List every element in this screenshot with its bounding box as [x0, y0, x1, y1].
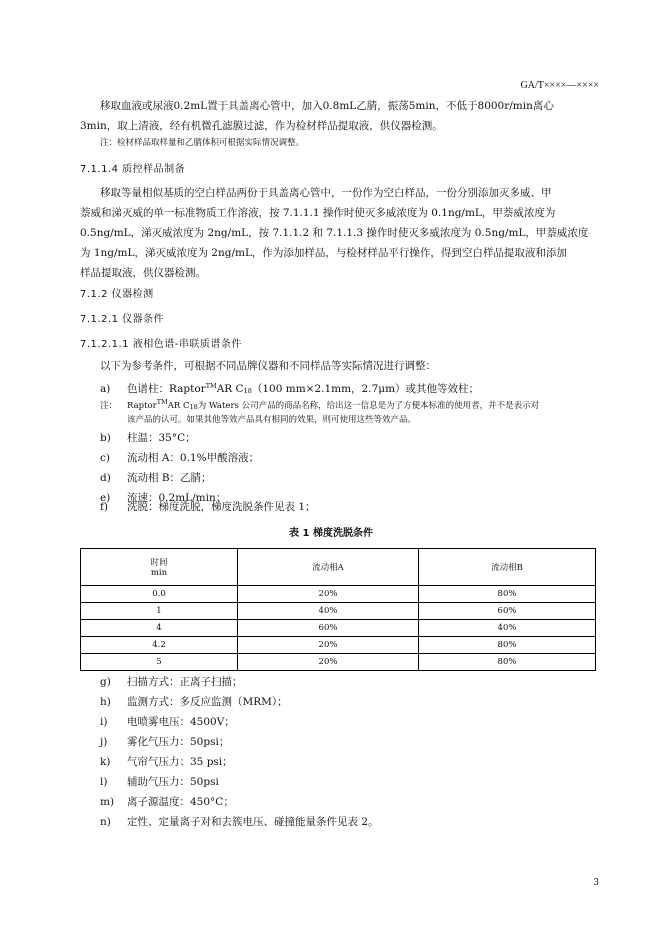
condition-item-k: [100, 752, 233, 772]
phase-a-cell: 20%: [238, 586, 419, 603]
condition-item-j: [100, 732, 229, 752]
phase-a-cell: 40%: [238, 603, 419, 620]
time-header-unit: min: [150, 568, 168, 578]
condition-item-f: [100, 497, 316, 517]
table-header-row: [81, 549, 596, 586]
intro-line-2: 3min，取上清液，经有机微孔滤膜过滤，作为检材样品提取液，供仪器检测。: [80, 120, 443, 132]
s7114-line-2: 萘威和涕灭威的单一标准物质工作溶液，按 7.1.1.1 操作时使灭多威浓度为 0.1ng/mL，甲萘威浓度为: [80, 207, 556, 219]
item-label: l): [100, 776, 108, 788]
table-row: [81, 586, 596, 603]
time-header-label: 时间: [150, 558, 168, 568]
item-text: 监测方式：多反应监测（MRM）；: [127, 696, 288, 708]
table-1-caption: 表 1 梯度洗脱条件: [289, 528, 373, 539]
time-cell: 1: [81, 603, 238, 620]
item-text: 电喷雾电压：4500V；: [127, 716, 235, 728]
item-label: b): [100, 432, 111, 444]
condition-item-c: [100, 448, 259, 468]
mobile-phase-b-header: 流动相B: [419, 549, 596, 586]
column-model: AR C: [216, 383, 244, 395]
condition-item-h: [100, 692, 288, 712]
item-label: n): [100, 816, 111, 828]
condition-item-m: [100, 792, 234, 812]
item-text: 柱温：35°C；: [127, 432, 196, 444]
table-row: [81, 620, 596, 637]
item-label: j): [100, 736, 108, 748]
time-column-header: [81, 549, 238, 586]
note-model: AR C: [167, 401, 190, 411]
item-text: 辅助气压力：50psi: [127, 776, 219, 788]
s7114-line-4: 为 1ng/mL，涕灭威浓度为 2ng/mL，作为添加样品，与检材样品平行操作，得到空白样品提取液和添加: [80, 247, 567, 259]
s7114-line-3: 0.5ng/mL，涕灭威浓度为 2ng/mL，按 7.1.1.2 和 7.1.1.3 操作时使灭多威浓度为 0.5ng/mL，甲萘威浓度: [80, 227, 589, 239]
item-text: 雾化气压力：50psi；: [127, 736, 230, 748]
table-row: [81, 603, 596, 620]
item-label: g): [100, 676, 111, 688]
intro-note: 注：检材样品取样量和乙腈体积可根据实际情况调整。: [100, 138, 305, 148]
phase-b-cell: 80%: [419, 654, 596, 671]
phase-b-cell: 40%: [419, 620, 596, 637]
mobile-phase-a-header: 流动相A: [238, 549, 419, 586]
item-text: 气帘气压力：35 psi；: [127, 756, 233, 768]
item-label: e): [100, 492, 111, 504]
condition-item-l: [100, 772, 219, 792]
intro-line-1: 移取血液或尿液0.2mL置于具盖离心管中，加入0.8mL乙腈，振荡5min，不低于8000r/min离心: [100, 100, 554, 112]
condition-item-g: [100, 672, 243, 692]
section-7-1-1-4-heading: 7.1.1.4 质控样品制备: [80, 164, 186, 175]
condition-item-b: [100, 428, 196, 448]
item-text: 离子源温度：450°C；: [127, 796, 234, 808]
column-spec: （100 mm×2.1mm，2.7μm）或其他等效柱；: [251, 383, 480, 395]
condition-item-i: [100, 712, 235, 732]
gradient-elution-table: [80, 548, 596, 671]
note-text: 为 Waters 公司产品的商品名称，给出这一信息是为了方便本标准的使用者，并不是表示对: [197, 401, 540, 411]
note-trademark: TM: [156, 398, 168, 406]
section-7-1-2-1-heading: 7.1.2.1 仪器条件: [80, 314, 165, 325]
column-note-line-2: 该产品的认可。如果其他等效产品具有相同的效果，则可使用这些等效产品。: [127, 415, 417, 425]
note-prefix: Raptor: [127, 401, 157, 411]
condition-item-n: [100, 812, 379, 832]
phase-b-cell: 60%: [419, 603, 596, 620]
time-cell: 5: [81, 654, 238, 671]
item-label: c): [100, 452, 110, 464]
item-label: k): [100, 756, 111, 768]
note-subscript: 18: [189, 403, 198, 411]
item-label: f): [100, 501, 108, 513]
item-text: 流动相 B：乙腈；: [127, 472, 212, 484]
trademark-mark: TM: [205, 382, 217, 390]
item-label: d): [100, 472, 111, 484]
s7114-line-5: 样品提取液，供仪器检测。: [80, 267, 206, 279]
item-text: 定性、定量离子对和去簇电压、碰撞能量条件见表 2。: [127, 816, 379, 828]
column-prefix: 色谱柱：Raptor: [127, 383, 206, 395]
item-text: 扫描方式：正离子扫描；: [127, 676, 243, 688]
s7114-line-1: 移取等量相似基质的空白样品两份于具盖离心管中，一份作为空白样品，一份分别添加灭多威、甲: [100, 187, 552, 199]
section-7-1-2-heading: 7.1.2 仪器检测: [80, 289, 154, 300]
item-label: i): [100, 716, 108, 728]
time-cell: 0.0: [81, 586, 238, 603]
phase-b-cell: 80%: [419, 637, 596, 654]
phase-b-cell: 80%: [419, 586, 596, 603]
time-cell: 4: [81, 620, 238, 637]
item-label: a): [100, 383, 111, 395]
header-document-code: GA/T××××—××××: [520, 80, 599, 91]
condition-item-d: [100, 468, 212, 488]
table-row: [81, 654, 596, 671]
phase-a-cell: 20%: [238, 654, 419, 671]
conditions-intro: 以下为参考条件，可根据不同品牌仪器和不同样品等实际情况进行调整：: [100, 360, 436, 372]
item-text: 流动相 A：0.1%甲酸溶液；: [127, 452, 260, 464]
phase-a-cell: 60%: [238, 620, 419, 637]
page-number: 3: [593, 878, 599, 888]
time-cell: 4.2: [81, 637, 238, 654]
item-text: 流速：0.2mL/min；: [127, 492, 227, 504]
table-row: [81, 637, 596, 654]
note-label: 注：: [100, 401, 118, 411]
phase-a-cell: 20%: [238, 637, 419, 654]
item-label: m): [100, 796, 115, 808]
item-label: h): [100, 696, 111, 708]
column-subscript: 18: [243, 387, 252, 395]
section-7-1-2-1-1-heading: 7.1.2.1.1 液相色谱-串联质谱条件: [80, 339, 242, 350]
item-text: 洗脱：梯度洗脱，梯度洗脱条件见表 1；: [127, 501, 316, 513]
